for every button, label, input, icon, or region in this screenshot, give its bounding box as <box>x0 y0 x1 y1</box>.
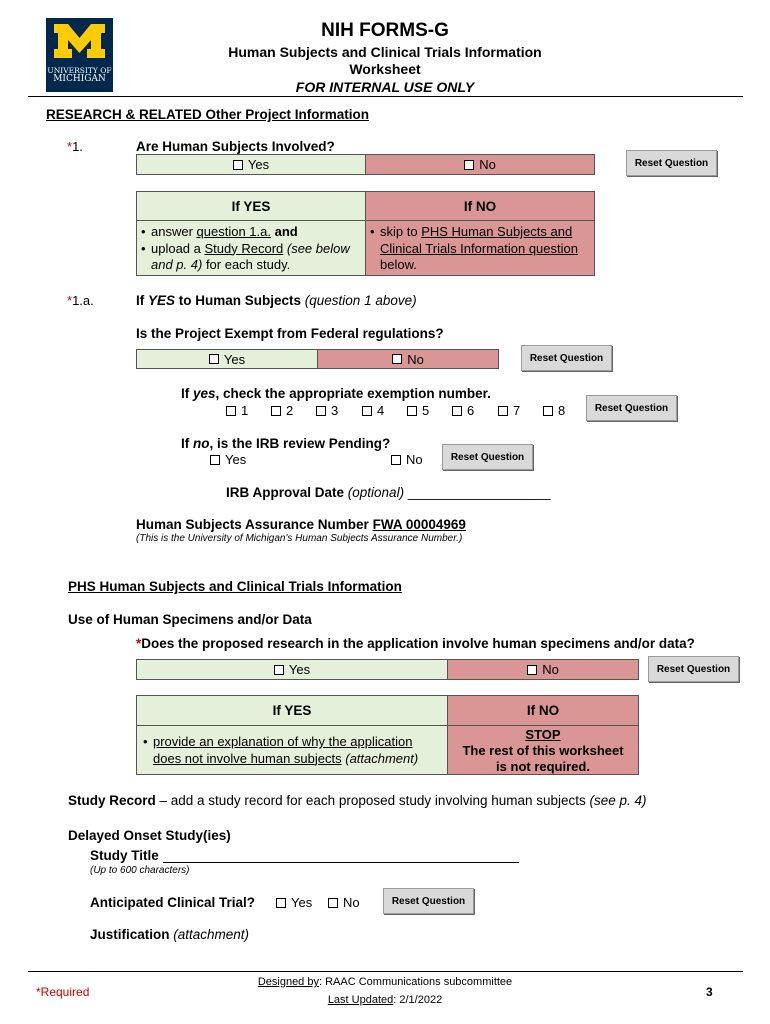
checkbox-icon[interactable] <box>452 406 462 416</box>
justification: Justification (attachment) <box>90 927 250 942</box>
q1-if-yes-header: If YES <box>136 191 366 221</box>
phs-yes-option[interactable]: Yes <box>136 659 448 680</box>
required-note: *Required <box>36 985 90 999</box>
checkbox-icon[interactable] <box>316 406 326 416</box>
page-subtitle-2: Worksheet <box>349 61 421 77</box>
exemption-2[interactable]: 2 <box>271 403 293 418</box>
approval-date-field[interactable]: ___________________ <box>407 485 551 500</box>
page-title: NIH FORMS-G <box>321 20 449 41</box>
checkbox-icon[interactable] <box>276 898 286 908</box>
q1-yes-label: Yes <box>247 157 270 172</box>
logo-line1: UNIVERSITY OF <box>47 66 112 75</box>
q1a-no-option[interactable]: No <box>317 349 499 369</box>
phs-question-link[interactable]: PHS Human Subjects and Clinical Trials Information question <box>380 224 578 256</box>
q1-if-no-header: If NO <box>365 191 595 221</box>
q1a-question: Is the Project Exempt from Federal regulations? <box>136 326 444 341</box>
q1-if-yes-cell <box>136 220 366 276</box>
q1-yes-option[interactable] <box>136 154 366 175</box>
q1-no-label: No <box>479 157 496 172</box>
irb-reset-button[interactable]: Reset Question <box>442 444 533 470</box>
checkbox-icon[interactable] <box>271 406 281 416</box>
study-title-field[interactable] <box>163 850 519 863</box>
clinical-trial-label: Anticipated Clinical Trial? <box>90 895 256 910</box>
checkbox-icon[interactable] <box>362 406 372 416</box>
q1a-lead: If YES to Human Subjects (question 1 above) <box>136 293 417 308</box>
logo-line2: MICHIGAN <box>53 74 106 84</box>
phs-heading: PHS Human Subjects and Clinical Trials Information <box>68 579 402 594</box>
checkbox-icon[interactable] <box>274 665 284 675</box>
assurance-note: (This is the University of Michigan's Human Subjects Assurance Number.) <box>136 533 463 544</box>
phs-question: *Does the proposed research in the application involve human specimens and/or data? <box>136 636 695 651</box>
irb-approval-date: IRB Approval Date (optional) ___________________ <box>226 485 551 500</box>
list-item: • provide an explanation of why the application does not involve human subjects (attachment) <box>143 734 441 767</box>
list-item: • skip to PHS Human Subjects and Clinical Trials Information question below. <box>370 224 590 274</box>
exemption-6[interactable]: 6 <box>452 403 474 418</box>
checkbox-icon[interactable] <box>233 160 243 170</box>
checkbox-icon[interactable] <box>498 406 508 416</box>
exemption-prompt: If yes, check the appropriate exemption number. <box>181 386 491 401</box>
assurance-number: Human Subjects Assurance Number FWA 00004969 <box>136 517 466 532</box>
checkbox-icon[interactable] <box>392 354 402 364</box>
delayed-heading: Delayed Onset Study(ies) <box>68 828 231 843</box>
last-updated: Last Updated: 2/1/2022 <box>327 994 443 1006</box>
list-item: • upload a Study Record (see below and p. 4) for each study. <box>141 241 361 274</box>
q1a-number: *1.a. <box>67 293 94 308</box>
checkbox-icon[interactable] <box>543 406 553 416</box>
checkbox-icon[interactable] <box>391 455 401 465</box>
study-record-link[interactable]: Study Record <box>204 240 284 256</box>
checkbox-icon[interactable] <box>464 160 474 170</box>
q1-reset-button[interactable]: Reset Question <box>626 150 717 176</box>
stop-label: STOP <box>525 727 561 742</box>
phs-reset-button[interactable]: Reset Question <box>648 656 739 682</box>
q1-no-option[interactable] <box>365 154 595 175</box>
clinical-no-option[interactable]: No <box>328 895 360 910</box>
clinical-reset-button[interactable]: Reset Question <box>383 888 474 914</box>
q1a-reset-button[interactable]: Reset Question <box>521 345 612 371</box>
exemption-1[interactable]: 1 <box>226 403 248 418</box>
page-subtitle: Human Subjects and Clinical Trials Information <box>228 44 542 60</box>
exemption-8[interactable]: 8 <box>543 403 565 418</box>
exemption-3[interactable]: 3 <box>316 403 338 418</box>
section-heading: RESEARCH & RELATED Other Project Information <box>46 107 370 122</box>
phs-if-yes-header: If YES <box>136 695 448 726</box>
irb-yes-option[interactable]: Yes <box>210 452 246 467</box>
exemption-7[interactable]: 7 <box>498 403 520 418</box>
checkbox-icon[interactable] <box>407 406 417 416</box>
study-title-note: (Up to 600 characters) <box>90 865 190 876</box>
phs-no-option[interactable]: No <box>447 659 639 680</box>
checkbox-icon[interactable] <box>527 665 537 675</box>
page-number: 3 <box>706 985 713 999</box>
q1-number: *1. <box>67 139 83 154</box>
irb-no-option[interactable]: No <box>391 452 423 467</box>
q1-question: Are Human Subjects Involved? <box>136 139 335 154</box>
checkbox-icon[interactable] <box>210 455 220 465</box>
question-1a-link[interactable]: question 1.a. <box>196 224 271 239</box>
internal-note: FOR INTERNAL USE ONLY <box>295 79 475 95</box>
exemption-reset-button[interactable]: Reset Question <box>586 395 677 421</box>
footer-divider <box>28 971 743 972</box>
exemption-5[interactable]: 5 <box>407 403 429 418</box>
designed-by: Designed by: RAAC Communications subcommittee <box>257 976 513 988</box>
phs-subheading: Use of Human Specimens and/or Data <box>68 612 312 627</box>
checkbox-icon[interactable] <box>209 354 219 364</box>
study-record-line: Study Record – add a study record for each proposed study involving human subjects (see p. 4) <box>68 793 647 808</box>
checkbox-icon[interactable] <box>328 898 338 908</box>
header-divider <box>28 96 743 97</box>
phs-if-yes-cell <box>136 725 448 775</box>
list-item: • answer question 1.a. and <box>141 224 361 241</box>
checkbox-icon[interactable] <box>226 406 236 416</box>
clinical-yes-option[interactable]: Yes <box>276 895 312 910</box>
phs-if-no-cell: STOP The rest of this worksheet is not required. <box>447 725 639 775</box>
explanation-link[interactable]: provide an explanation of why the application does not involve human subjects <box>153 734 413 766</box>
phs-if-no-header: If NO <box>447 695 639 726</box>
exemption-4[interactable]: 4 <box>362 403 384 418</box>
q1-if-no-cell <box>365 220 595 276</box>
q1a-yes-option[interactable]: Yes <box>136 349 318 369</box>
irb-prompt: If no, is the IRB review Pending? <box>181 436 391 451</box>
study-title-row: Study Title <box>90 848 519 863</box>
